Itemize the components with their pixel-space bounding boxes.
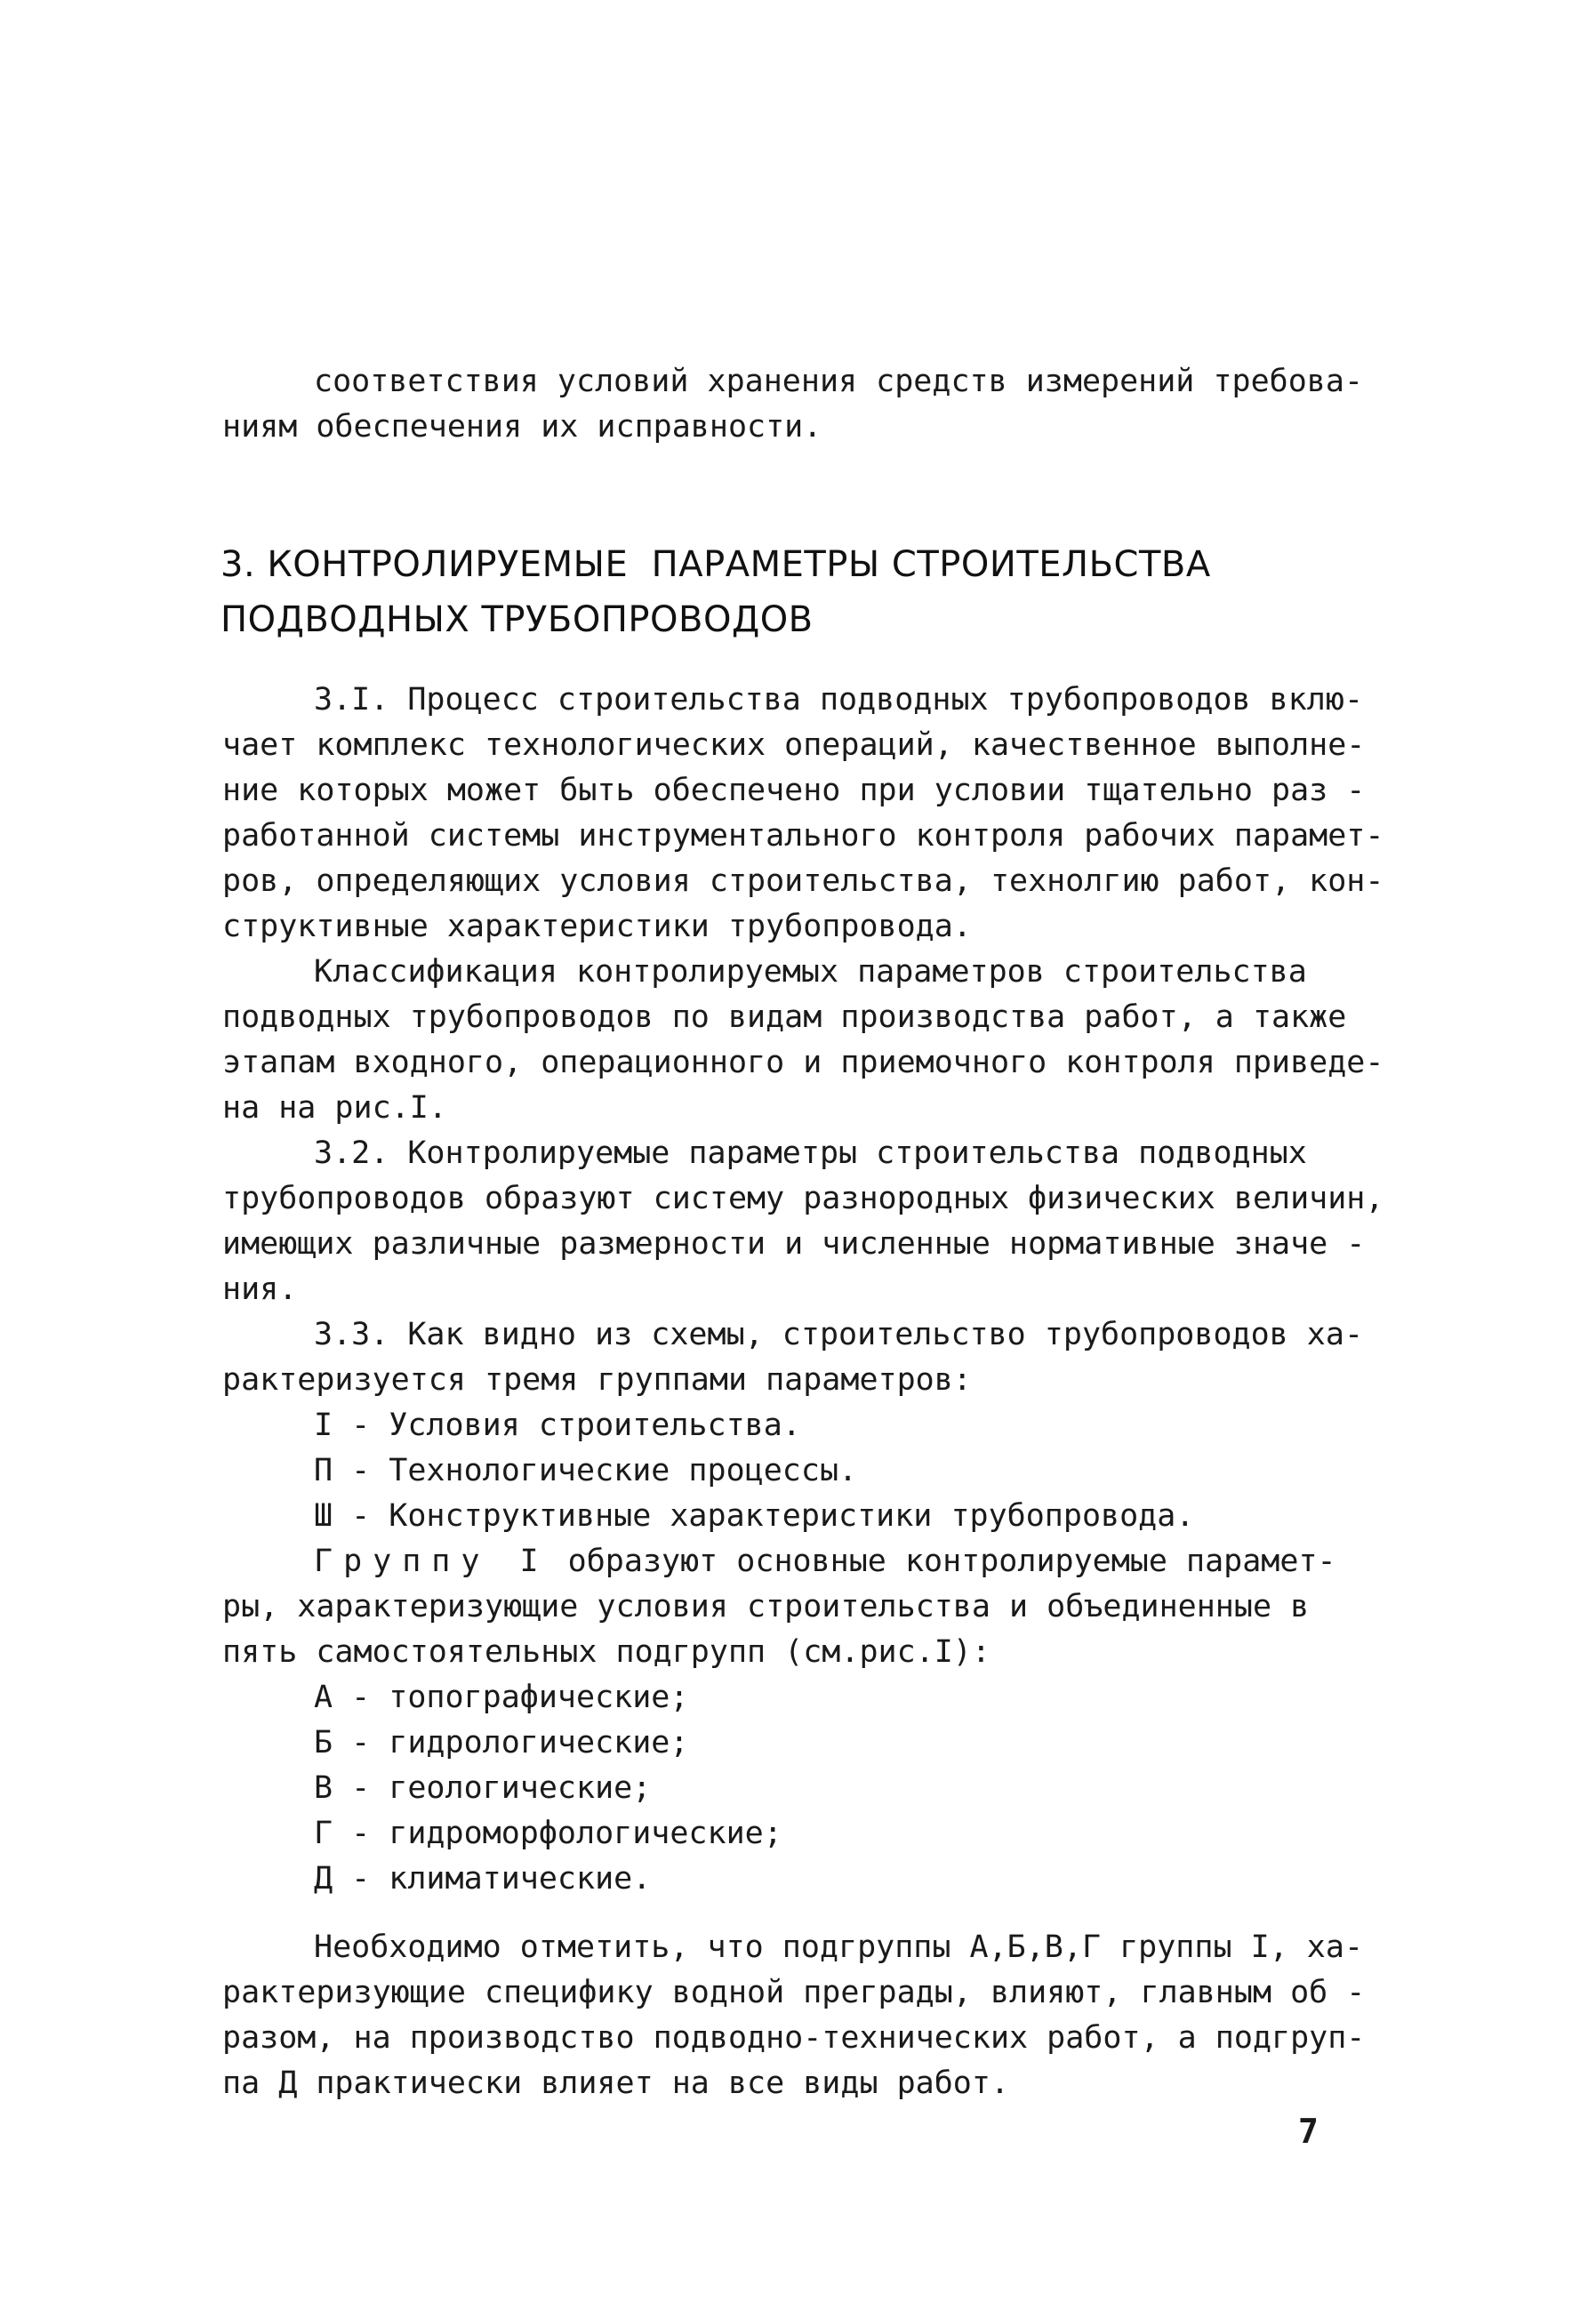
section-heading: 3. КОНТРОЛИРУЕМЫЕ ПАРАМЕТРЫ СТРОИТЕЛЬСТВА [221, 544, 1211, 585]
text-line: подводных трубопроводов по видам производства работ, а также [222, 999, 1347, 1035]
list-item: А - топографические; [314, 1680, 689, 1715]
text-line [314, 1539, 1336, 1584]
text-line: на на рис.I. [222, 1090, 447, 1126]
text-line: чает комплекс технологических операций, качественное выполне- [222, 727, 1366, 763]
text-line: 3.3. Как видно из схемы, строительство трубопроводов ха- [314, 1317, 1364, 1352]
text-line: структивные характеристики трубопровода. [222, 909, 972, 944]
text-line: разом, на производство подводно-технических работ, а подгруп- [222, 2020, 1366, 2056]
text-line: ниям обеспечения их исправности. [222, 409, 822, 445]
list-item: Д - климатические. [314, 1861, 652, 1897]
text-line: соответствия условий хранения средств измерений требова- [314, 364, 1364, 399]
text-line: ния. [222, 1271, 298, 1307]
text-line: пять самостоятельных подгрупп (см.рис.I): [222, 1634, 990, 1670]
text-line: 3.2. Контролируемые параметры строительства подводных [314, 1135, 1307, 1171]
list-item: I - Условия строительства. [314, 1408, 801, 1443]
page-number: 7 [1298, 2112, 1319, 2151]
list-item: Б - гидрологические; [314, 1725, 689, 1761]
text-line: ры, характеризующие условия строительства и объединенные в [222, 1589, 1310, 1624]
text-line: 3.I. Процесс строительства подводных трубопроводов вклю- [314, 682, 1364, 718]
text-line: рактеризуется тремя группами параметров: [222, 1362, 972, 1398]
text-line: этапам входного, операционного и приемочного контроля приведе- [222, 1045, 1384, 1080]
spaced-emphasis: Группу I [314, 1544, 549, 1579]
text-line: работанной системы инструментального контроля рабочих парамет- [222, 818, 1384, 854]
text-line: имеющих различные размерности и численные нормативные значе - [222, 1226, 1366, 1262]
list-item: Г - гидроморфологические; [314, 1816, 782, 1851]
list-item: Ш - Конструктивные характеристики трубопровода. [314, 1498, 1195, 1534]
text-fragment: образуют основные контролируемые парамет- [567, 1544, 1336, 1579]
text-line: Классификация контролируемых параметров строительства [314, 954, 1307, 990]
text-line: Необходимо отметить, что подгруппы А,Б,В,Г группы I, ха- [314, 1929, 1364, 1965]
text-line: ров, определяющих условия строительства, технолгию работ, кон- [222, 863, 1384, 899]
text-line: рактеризующие специфику водной преграды, влияют, главным об - [222, 1975, 1366, 2010]
section-heading: ПОДВОДНЫХ ТРУБОПРОВОДОВ [221, 599, 814, 640]
list-item: П - Технологические процессы. [314, 1453, 858, 1488]
list-item: В - геологические; [314, 1770, 652, 1806]
text-line: па Д практически влияет на все виды работ. [222, 2065, 1010, 2101]
text-line: трубопроводов образуют систему разнородных физических величин, [222, 1181, 1384, 1216]
text-line: ние которых может быть обеспечено при условии тщательно раз - [222, 773, 1366, 808]
